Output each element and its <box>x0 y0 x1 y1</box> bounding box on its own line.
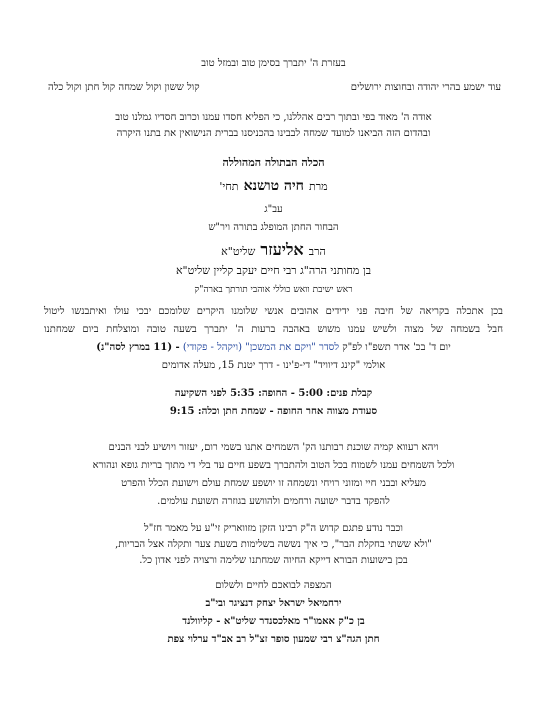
groom-name-prefix: הרב <box>308 245 326 258</box>
quote-line-2: "ולא ששתי בחקלת הבר", כי איך נששה בשלימות בשעת צער ותקלה אצל הבריות, <box>115 539 432 550</box>
secular-date: - (11 במרץ לסה"נ) <box>96 342 180 353</box>
groom-father: בן מחותני הרה"ג רבי חיים יעקב קליין שליט"א <box>175 264 372 277</box>
groom-name-suffix: שליט"א <box>221 245 256 258</box>
intro-line-1: אודה ה' מאוד בפי ובתוך רבים אהללנו, כי הפליא חסדו עמנו וכרוב חסדיו גמלנו טוב <box>115 112 432 123</box>
schedule-seuda: סעודת מצווה אחר החופה - שמחת חתן וכלה: 9:15 <box>169 406 378 417</box>
blessing-line-4: להפקד בדבר ישועה ורחמים ולהוושע בגוזרה תשועת עולמים. <box>157 496 390 507</box>
groom-yeshiva: ראש ישיבת וואש כוללי אוהבי תורתך בארה"ק <box>194 285 353 295</box>
signature-heading: המצפה לבואכם לחיים ולשלום <box>215 580 332 591</box>
groom-description: הבחור החתן המופלג בתורה ויר"ש <box>208 222 339 233</box>
header-verse-left: קול ששון וקול שמחה קול חתן וקול כלה <box>48 82 200 93</box>
signature-name-3: חתן הגה"צ רבי שמעון סופר זצ"ל רב אב"ד ערלוי צפת <box>167 634 380 645</box>
bride-title: הכלה הבתולה המהוללה <box>222 156 325 169</box>
intro-line-2: ובהדום הזה הביאנו למועד שמחה לבבינו בהכניסנו בברית הנישואין את בתנו היקרה <box>116 128 431 139</box>
bride-name: חיה טושנא <box>243 178 304 194</box>
header-blessing: בעזרת ה' יתברך בסימן טוב ובמזל טוב <box>201 58 346 69</box>
blessing-line-3: מעליא ובבני חיי ומזוני רויחי ונשמחה זו יושפע שמחת עולם וישועת הכלל והפרט <box>121 478 426 489</box>
groom-with: עב"ג <box>264 204 283 215</box>
blessing-line-1: ויהא רעווא קמיה שוכנת רבותנו הק' השמחים אתנו בשמי רום, יעזור ויושיע לבני הבנים <box>108 442 439 453</box>
bride-name-line <box>0 175 547 195</box>
groom-name-line <box>0 240 547 260</box>
bride-name-prefix: מרת <box>309 180 328 193</box>
header-verse-right: עוד ישמע בהרי יהודה ובחוצות ירושלים <box>350 82 501 93</box>
invitation-line-1: בכן אתכלה בקריאה של חיבה פני ידידים אהובים אנשי שלומנו היקרים שלומכם יבכי עולו ואיתבנשו ליטול <box>44 306 503 317</box>
quote-line-3: בכן בישועות הבורא דייקא החיוה שמחתנו שלימה ורצויה לפני אדון כל. <box>139 555 408 566</box>
parasha: לסדר "ויקם את המשכן" (ויקהל - פקודי) <box>182 342 340 353</box>
date-line <box>0 342 547 353</box>
location: אולמי "קינג דיוויד" די-פ'ינו - דרך יטנת 15, מעלה אדומים <box>161 360 386 371</box>
bride-name-suffix: תחי' <box>219 180 239 193</box>
invitation-line-2: חבל בשמחה של מצוה ולשיש עמנו משוש באהבה ברעות ה' יתברך בשעה טובה ומוצלחת ביום שמחתנו <box>44 324 503 335</box>
schedule-kabbalat: קבלת פנים: 5:00 - החופה: 5:35 לפני השקיעה <box>174 388 373 399</box>
quote-line-1: וכבר נודע פתגם קדוש ה"ק רבינו הזקן מזוואריק זי"ע על מאמר חז"ל <box>144 523 403 534</box>
blessing-line-2: ולכל השמחים עמנו לשמוח בכל הטוב ולהתברך בשפע חיים עד בלי די מתוך בריות גופא ונהורא <box>92 460 455 471</box>
groom-name: אליעזר <box>260 240 304 259</box>
signature-name-2: בן כ"ק אאמו"ר מאלכסנדר שליט"א - קליוולנד <box>182 616 365 627</box>
signature-name-1: ירחמיאל ישראל יצחק דנציגר ובי"ב <box>205 598 342 609</box>
wedding-date: יום ד' בכ' אדר תשפ"ו לפ"ק <box>342 342 451 353</box>
